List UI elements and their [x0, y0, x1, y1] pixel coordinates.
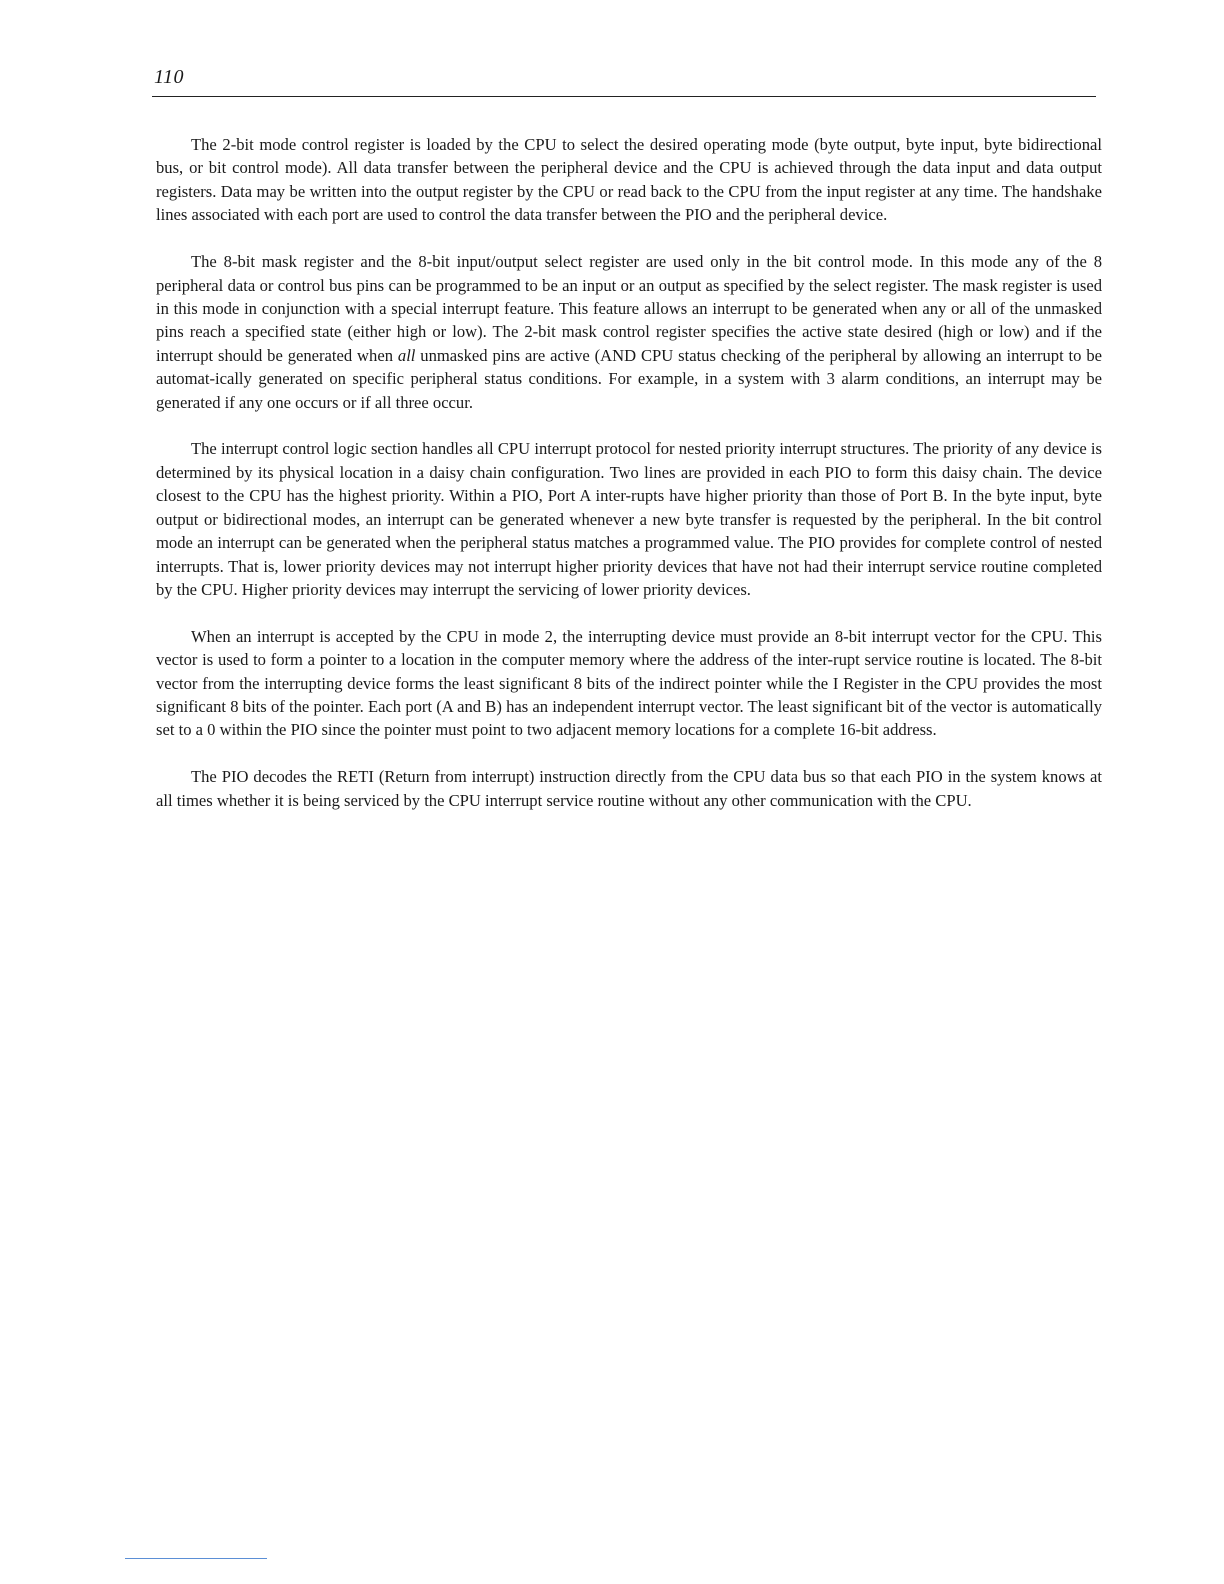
- header-rule: [152, 96, 1096, 97]
- paragraph-mask-register-text-before: The 8-bit mask register and the 8-bit input/output select register are used only in the bit control mode. In this mode any of the 8 peripheral data or control bus pins can be programmed to be an input or an output as specified by the select register. The mask register is used in this mode in conjunction with a special interrupt feature. This feature allows an interrupt to be generated when any or all of the unmasked pins reach a specified state (either high or low). The 2-bit mask control register specifies the active state desired (high or low) and if the interrupt should be generated when: [156, 252, 1102, 365]
- page-number: 110: [154, 66, 185, 88]
- footer-link-rule: [125, 1558, 267, 1559]
- emphasis-all: all: [397, 345, 416, 365]
- paragraph-mask-register: [156, 250, 1102, 414]
- paragraph-mode-control: The 2-bit mode control register is loaded by the CPU to select the desired operating mode (byte output, byte input, byte bidirectional bus, or bit control mode). All data transfer between the peripheral device and the CPU is achieved through the data input and data output registers. Data may be written into the output register by the CPU or read back to the CPU from the input register at any time. The handshake lines associated with each port are used to control the data transfer between the PIO and the peripheral device.: [156, 135, 1102, 225]
- body-text: [156, 133, 1102, 836]
- paragraph-mask-register-text-after: unmasked pins are active (AND CPU status checking of the peripheral by allowing an interrupt to be automat-ically generated on specific peripheral status conditions. For example, in a system with 3 alarm conditions, an interrupt may be generated if any one occurs or if all three occur.: [156, 345, 1103, 412]
- paragraph-interrupt-control: The interrupt control logic section handles all CPU interrupt protocol for nested priority interrupt structures. The priority of any device is determined by its physical location in a daisy chain configuration. Two lines are provided in each PIO to form this daisy chain. The device closest to the CPU has the highest priority. Within a PIO, Port A inter-rupts have higher priority than those of Port B. In the byte input, byte output or bidirectional modes, an interrupt can be generated whenever a new byte transfer is requested by the peripheral. In the bit control mode an interrupt can be generated when the peripheral status matches a programmed value. The PIO provides for complete control of nested interrupts. That is, lower priority devices may not interrupt higher priority devices that have not had their interrupt service routine completed by the CPU. Higher priority devices may interrupt the servicing of lower priority devices.: [156, 439, 1102, 599]
- paragraph-reti-decode: The PIO decodes the RETI (Return from interrupt) instruction directly from the CPU data bus so that each PIO in the system knows at all times whether it is being serviced by the CPU interrupt service routine without any other communication with the CPU.: [156, 767, 1102, 810]
- paragraph-interrupt-vector: When an interrupt is accepted by the CPU in mode 2, the interrupting device must provide an 8-bit interrupt vector for the CPU. This vector is used to form a pointer to a location in the computer memory where the address of the inter-rupt service routine is located. The 8-bit vector from the interrupting device forms the least significant 8 bits of the indirect pointer while the I Register in the CPU provides the most significant 8 bits of the pointer. Each port (A and B) has an independent interrupt vector. The least significant bit of the vector is automatically set to a 0 within the PIO since the pointer must point to two adjacent memory locations for a complete 16-bit address.: [156, 626, 1102, 740]
